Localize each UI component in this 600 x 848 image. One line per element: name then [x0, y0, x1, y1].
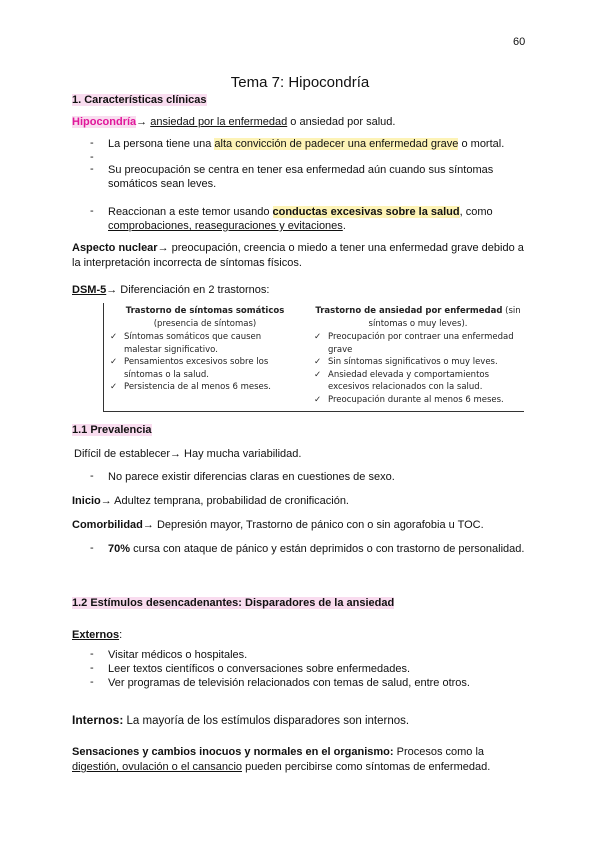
prevalencia-line: Difícil de establecer→ Hay mucha variabilidad. — [74, 448, 302, 460]
dash: - — [90, 470, 94, 482]
bullet-list-1 — [90, 137, 530, 233]
list-item — [90, 163, 530, 191]
check-icon: ✓ — [314, 369, 322, 380]
list-item-text: La persona tiene una alta convicción de padecer una enfermedad grave o mortal. — [108, 138, 505, 150]
comparison-table — [103, 303, 524, 412]
check-icon: ✓ — [110, 332, 118, 342]
section-heading-1-2: 1.2 Estímulos desencadenantes: Disparadores de la ansiedad — [72, 597, 395, 609]
section-heading-1-1: 1.1 Prevalencia — [72, 424, 152, 436]
column-title: Trastorno de ansiedad por enfermedad (sin síntomas o muy leves). — [315, 306, 521, 329]
dsm-label: DSM-5 — [72, 284, 107, 296]
table-item: ✓ Pensamientos excesivos sobre los síntomas o la salud. — [110, 357, 269, 380]
table-item: ✓ Persistencia de al menos 6 meses. — [110, 382, 271, 392]
list-item: - 70% cursa con ataque de pánico y están deprimidos o con trastorno de personalidad. — [90, 542, 525, 555]
section-heading-1 — [72, 94, 207, 106]
page-title: Tema 7: Hipocondría — [230, 74, 370, 91]
highlight: alta convicción de padecer una enfermedad grave — [214, 138, 459, 150]
aspecto-label: Aspecto nuclear — [72, 242, 158, 254]
term-hipocondria: Hipocondría — [72, 116, 137, 128]
dash: - — [90, 137, 94, 149]
table-item: ✓ Síntomas somáticos que causen malestar significativo. — [110, 332, 262, 355]
table-item: ✓ Preocupación por contraer una enfermedad grave — [314, 332, 514, 355]
check-icon: ✓ — [314, 357, 322, 367]
definition-rest: o ansiedad por salud. — [287, 116, 396, 128]
table-item: ✓ Preocupación durante al menos 6 meses. — [314, 394, 504, 405]
check-icon: ✓ — [314, 394, 322, 405]
externos-line: Externos: — [72, 629, 123, 641]
list-item — [90, 205, 530, 233]
table-item: ✓ Sin síntomas significativos o muy leves. — [314, 357, 498, 367]
aspecto-nuclear-paragraph — [72, 241, 532, 271]
dash: - — [90, 205, 94, 217]
definition-underlined: ansiedad por la enfermedad — [150, 116, 288, 128]
dash: - — [90, 151, 94, 163]
underlined-text: comprobaciones, reaseguraciones y evitaciones — [108, 220, 343, 232]
list-item — [90, 137, 530, 151]
dash: - — [90, 163, 94, 175]
list-item: - Leer textos científicos o conversaciones sobre enfermedades. — [90, 662, 411, 675]
dash: - — [90, 542, 94, 554]
internos-line: Internos: La mayoría de los estímulos disparadores son internos. — [72, 713, 410, 727]
definition-line — [72, 115, 395, 130]
dash: - — [90, 676, 94, 688]
section-heading-1-text: 1. Características clínicas — [72, 94, 207, 106]
list-item-text: Reaccionan a este temor usando conductas excesivas sobre la salud, como comprobaciones, reaseguraciones y evitaciones. — [108, 206, 493, 232]
table-column-somaticos — [110, 305, 300, 394]
empty-list-item — [90, 151, 530, 163]
list-item: - Ver programas de televisión relacionados con temas de salud, entre otros. — [90, 676, 470, 689]
bullet-list-2 — [90, 470, 530, 484]
arrow: → — [136, 116, 148, 128]
column-subtitle: (presencia de síntomas) — [153, 319, 257, 329]
list-item-text: Su preocupación se centra en tener esa enfermedad aún cuando sus síntomas somáticos sean leves. — [108, 164, 494, 190]
sensaciones-paragraph: Sensaciones y cambios inocuos y normales en el organismo: Procesos como la digestión, ovulación o el cansancio pueden percibirse como síntomas de enfermedad. — [72, 746, 491, 773]
page-number: 60 — [513, 36, 526, 48]
dash: - — [90, 648, 94, 660]
table-column-ansiedad — [314, 305, 522, 406]
dsm-text: → Diferenciación en 2 trastornos: — [106, 284, 270, 296]
check-icon: ✓ — [110, 382, 118, 392]
list-item: - No parece existir diferencias claras en cuestiones de sexo. — [90, 470, 395, 483]
bullet-list-3 — [90, 542, 530, 556]
column-title: Trastorno de síntomas somáticos — [125, 306, 285, 316]
dash: - — [90, 662, 94, 674]
highlight-bold: conductas excesivas sobre la salud — [272, 206, 460, 218]
comorbilidad-line: Comorbilidad→ Depresión mayor, Trastorno de pánico con o sin agorafobia u TOC. — [72, 519, 484, 531]
dsm-line — [72, 283, 269, 298]
check-icon: ✓ — [110, 357, 118, 367]
list-item: - Visitar médicos o hospitales. — [90, 648, 248, 661]
bullet-list-4 — [90, 648, 530, 690]
inicio-line: Inicio→ Adultez temprana, probabilidad de cronificación. — [72, 495, 349, 507]
check-icon: ✓ — [314, 332, 322, 342]
aspecto-text: → preocupación, creencia o miedo a tener una enfermedad grave debido a la interpretación incorrecta de síntomas físicos. — [72, 242, 524, 269]
table-item: ✓ Ansiedad elevada y comportamientos excesivos relacionados con la salud. — [314, 369, 490, 392]
